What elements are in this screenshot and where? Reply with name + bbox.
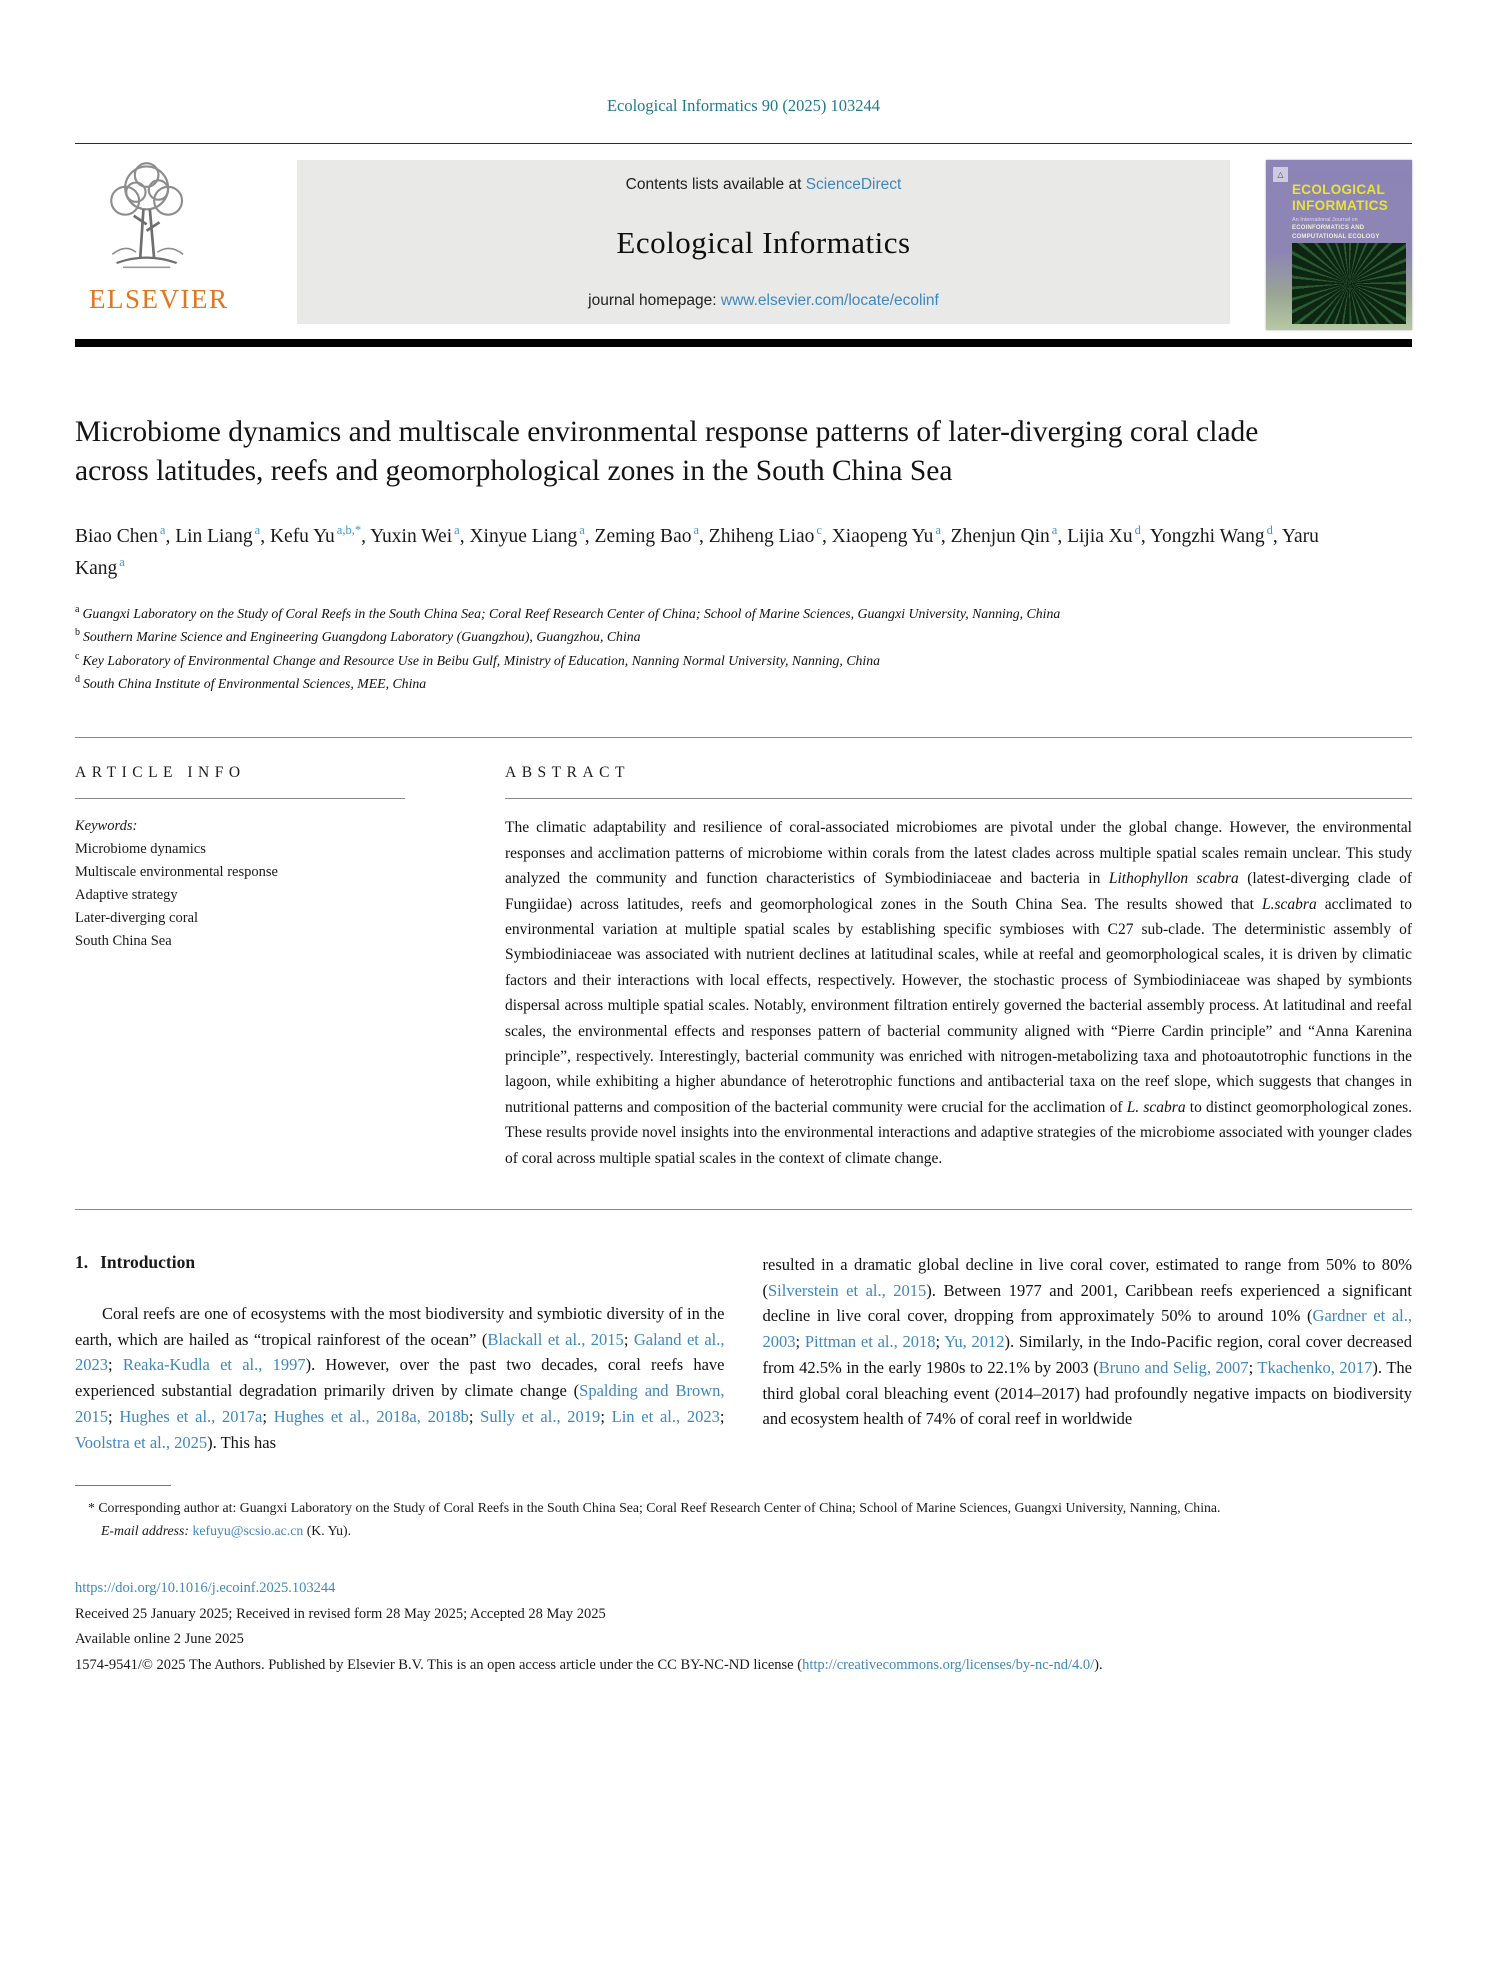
available-online: Available online 2 June 2025 [75, 1631, 244, 1648]
inline-link[interactable]: Reaka-Kudla et al., 1997 [122, 1355, 306, 1375]
inline-link[interactable]: Galand et al., 2023 [75, 1329, 725, 1375]
text-segment: E-mail address: [101, 1522, 190, 1538]
inline-link[interactable]: Yu, 2012 [944, 1332, 1005, 1352]
abstract-text: The climatic adaptability and resilience of coral-associated microbiomes are pivotal under the global change. However, the environmental responses and acclimation patterns of microbiome within corals from the latest clades across multiple spatial scales remain unclear. This study analyzed the community and function characteristics of Symbiodiniaceae and bacteria in Lithophyllon scabra (latest-diverging clade of Fungiidae) across latitudes, reefs and geomorphological zones in the South China Sea. The results showed that L.scabra acclimated to environmental variation at multiple spatial scales by establishing specific symbioses with C27 sub-clade. The deterministic assembly of Symbiodiniaceae was associated with nutrient declines at latitudinal scales, while at reefal and geomorphological scales, it is driven by climatic factors and their interactions with local effects, respectively. However, the stochastic process of Symbiodiniaceae was shaped by symbionts dispersal across multiple spatial scales. Notably, environment filtration entirely governed the bacterial assembly process. At latitudinal and reefal scales, the environmental effects and responses pattern of bacterial community aligned with “Pierre Cardin principle” and “Anna Karenina principle”, respectively. Interestingly, bacterial community was enriched with nitrogen-metabolizing taxa and photoautotrophic functions in the lagoon, while exhibiting a higher abundance of heterotrophic functions and antibacterial taxa on the reef slope, which suggests that changes in nutritional patterns and composition of the bacterial community were crucial for the acclimation of L. scabra to distinct geomorphological zones. These results provide novel insights into the environmental interactions and adaptive strategies of the microbiome associated with younger clades of coral across multiple spatial scales in the context of climate change. [505, 819, 1413, 1167]
affiliation-text: South China Institute of Environmental Sciences, MEE, China [83, 675, 427, 691]
inline-link[interactable]: Tkachenko, 2017 [1257, 1357, 1373, 1377]
intro-left-column [75, 1252, 725, 1455]
cover-art [1292, 243, 1406, 324]
contents-line [305, 176, 1222, 194]
homepage-link[interactable]: www.elsevier.com/locate/ecolinf [720, 292, 939, 309]
cover-title: ECOLOGICAL INFORMATICS [1292, 182, 1389, 213]
inline-link[interactable]: Sully et al., 2019 [480, 1406, 601, 1426]
affiliations [75, 602, 1412, 695]
text-segment: Lithophyllon scabra [1108, 870, 1239, 888]
text-segment: a [119, 554, 125, 569]
license-link[interactable]: http://creativecommons.org/licenses/by-nc-nd/4.0/ [802, 1656, 1095, 1673]
abstract-section [505, 764, 1412, 1171]
corresponding-author-note: * Corresponding author at: Guangxi Laboratory on the Study of Coral Reefs in the South China Sea; Coral Reef Research Center of China; School of Marine Sciences, Guangxi University, Nanning, China. [88, 1500, 1221, 1516]
inline-link[interactable]: Hughes et al., 2018a, 2018b [273, 1406, 469, 1426]
cover-subtitle: An International Journal on ECOINFORMATICS AND COMPUTATIONAL ECOLOGY [1292, 217, 1380, 241]
journal-citation-link[interactable]: Ecological Informatics 90 (2025) 103244 [606, 96, 881, 115]
inline-link[interactable]: Hughes et al., 2017a [119, 1406, 263, 1426]
homepage-prefix: journal homepage: [588, 292, 721, 309]
inline-link[interactable]: Bruno and Selig, 2007 [1098, 1357, 1249, 1377]
text-segment: L.scabra [1262, 895, 1317, 913]
keyword-item: Adaptive strategy [75, 887, 178, 903]
affiliation-row [75, 672, 1412, 695]
affiliation-row [75, 602, 1412, 625]
text-segment: a [579, 523, 585, 538]
article-footer [75, 1576, 1412, 1678]
contents-prefix: Contents lists available at [625, 176, 806, 193]
inline-link[interactable]: Voolstra et al., 2025 [75, 1432, 208, 1452]
journal-title: Ecological Informatics [616, 225, 911, 260]
article-info-heading: ARTICLE INFO [75, 764, 246, 782]
footnote-block [75, 1485, 1412, 1542]
text-segment: a [454, 523, 460, 538]
inline-link[interactable]: Gardner et al., 2003 [762, 1306, 1413, 1352]
article-title: Microbiome dynamics and multiscale environmental response patterns of later-diverging coral clade across latitudes, reefs and geomorphological zones in the South China Sea [75, 416, 1259, 488]
elsevier-tree-icon [93, 160, 200, 278]
keyword-item: Multiscale environmental response [75, 864, 278, 881]
affiliation-text: Key Laboratory of Environmental Change and Resource Use in Beibu Gulf, Ministry of Education, Nanning Normal University, Nanning, China [82, 652, 881, 668]
text-segment: a [1051, 523, 1058, 538]
keyword-item: Microbiome dynamics [75, 841, 206, 858]
affiliation-superscript: a [75, 603, 80, 615]
introduction-heading [75, 1252, 725, 1273]
text-segment: a,b,* [336, 523, 362, 538]
journal-header [75, 160, 1412, 324]
doi-link[interactable]: https://doi.org/10.1016/j.ecoinf.2025.103244 [75, 1580, 336, 1597]
copyright-notice: 1574-9541/© 2025 The Authors. Published by Elsevier B.V. This is an open access article under the CC BY-NC-ND license (http://creativecommons.org/licenses/by-nc-nd/4.0/). [75, 1656, 1103, 1673]
inline-link[interactable]: Pittman et al., 2018 [804, 1332, 936, 1352]
text-segment: a [693, 523, 700, 538]
keywords-label: Keywords: [75, 818, 138, 835]
keyword-item: Later-diverging coral [75, 909, 199, 926]
email-line: E-mail address: kefuyu@scsio.ac.cn (K. Yu). [101, 1522, 352, 1538]
intro-right-column [763, 1252, 1413, 1455]
journal-header-panel [297, 160, 1230, 324]
elsevier-logo [75, 160, 287, 324]
section-number: 1. [75, 1251, 89, 1272]
affiliation-text: Guangxi Laboratory on the Study of Coral Reefs in the South China Sea; Coral Reef Research Center of China; School of Marine Sciences, Guangxi University, Nanning, China [82, 605, 1061, 621]
affiliation-superscript: c [75, 650, 80, 662]
masthead [75, 0, 1412, 116]
abstract-rule [505, 798, 1412, 799]
info-abstract-top-rule [75, 737, 1412, 738]
header-top-rule [75, 143, 1412, 144]
homepage-line [305, 292, 1222, 310]
inline-link[interactable]: Lin et al., 2023 [611, 1406, 720, 1426]
sciencedirect-link[interactable]: ScienceDirect [805, 176, 902, 193]
info-abstract-section [75, 764, 1412, 1171]
affiliation-superscript: d [75, 673, 80, 685]
section-title: Introduction [100, 1251, 196, 1272]
text-segment: d [1266, 523, 1273, 538]
inline-link[interactable]: Blackall et al., 2015 [487, 1329, 624, 1349]
text-segment: L. scabra [1126, 1098, 1186, 1116]
text-segment: c [816, 523, 822, 538]
affiliation-row [75, 625, 1412, 648]
cover-elsevier-mark-icon: △ [1273, 167, 1288, 182]
header-black-bar [75, 339, 1412, 347]
text-segment: a [254, 523, 261, 538]
intro-paragraph-right: resulted in a dramatic global decline in live coral cover, estimated to range from 50% to 80% (Silverstein et al., 2015). Between 1977 and 2001, Caribbean reefs experienced a significant decline in live coral cover, dropping from approximately 50% to around 10% (Gardner et al., 2003; Pittman et al., 2018; Yu, 2012). Similarly, in the Indo-Pacific region, coral cover decreased from 42.5% in the early 1980s to 22.1% by 2003 (Bruno and Selig, 2007; Tkachenko, 2017). The third global coral bleaching event (2014–2017) had profoundly negative impacts on biodiversity and ecosystem health of 74% of coral reef in worldwide [762, 1254, 1413, 1429]
elsevier-wordmark: ELSEVIER [89, 284, 229, 314]
author-list: Biao Chen $^a$, Lin Liang $^a$, Kefu Yu $^{a,b,*}$, Yuxin Wei $^a$, Xinyue Liang $^a$, Zeming Bao $^a$, Zhiheng Liao $^c$, Xiaopeng Yu $^a$, Zhenjun Qin $^a$, Lijia Xu $^d$, Yongzhi Wang $^d$, Yaru Kang $^a$ [75, 523, 1319, 579]
affiliation-row [75, 649, 1412, 672]
text-segment: a [159, 523, 166, 538]
article-info-rule [75, 798, 405, 799]
keywords-block [75, 815, 405, 952]
inline-link[interactable]: Spalding and Brown, 2015 [75, 1381, 725, 1426]
abstract-heading: ABSTRACT [505, 764, 630, 782]
footnote-divider [75, 1485, 171, 1486]
email-link[interactable]: kefuyu@scsio.ac.cn [192, 1522, 304, 1538]
journal-cover-thumbnail [1266, 160, 1412, 330]
affiliation-text: Southern Marine Science and Engineering Guangdong Laboratory (Guangzhou), Guangzhou, China [83, 629, 641, 645]
article-info-section [75, 764, 405, 1171]
introduction-section [75, 1252, 1412, 1455]
received-dates: Received 25 January 2025; Received in revised form 28 May 2025; Accepted 28 May 2025 [75, 1605, 606, 1622]
text-segment: a [935, 523, 941, 538]
affiliation-superscript: b [75, 627, 80, 639]
intro-paragraph-left: Coral reefs are one of ecosystems with the most biodiversity and symbiotic diversity of in the earth, which are hailed as “tropical rainforest of the ocean” (Blackall et al., 2015; Galand et al., 2023; Reaka-Kudla et al., 1997). However, over the past two decades, coral reefs have experienced substantial degradation primarily driven by climate change (Spalding and Brown, 2015; Hughes et al., 2017a; Hughes et al., 2018a, 2018b; Sully et al., 2019; Lin et al., 2023; Voolstra et al., 2025). This has [75, 1303, 725, 1452]
text-segment: d [1134, 523, 1141, 538]
keyword-item: South China Sea [75, 932, 172, 949]
inline-link[interactable]: Silverstein et al., 2015 [768, 1280, 927, 1300]
info-abstract-bottom-rule [75, 1209, 1412, 1210]
